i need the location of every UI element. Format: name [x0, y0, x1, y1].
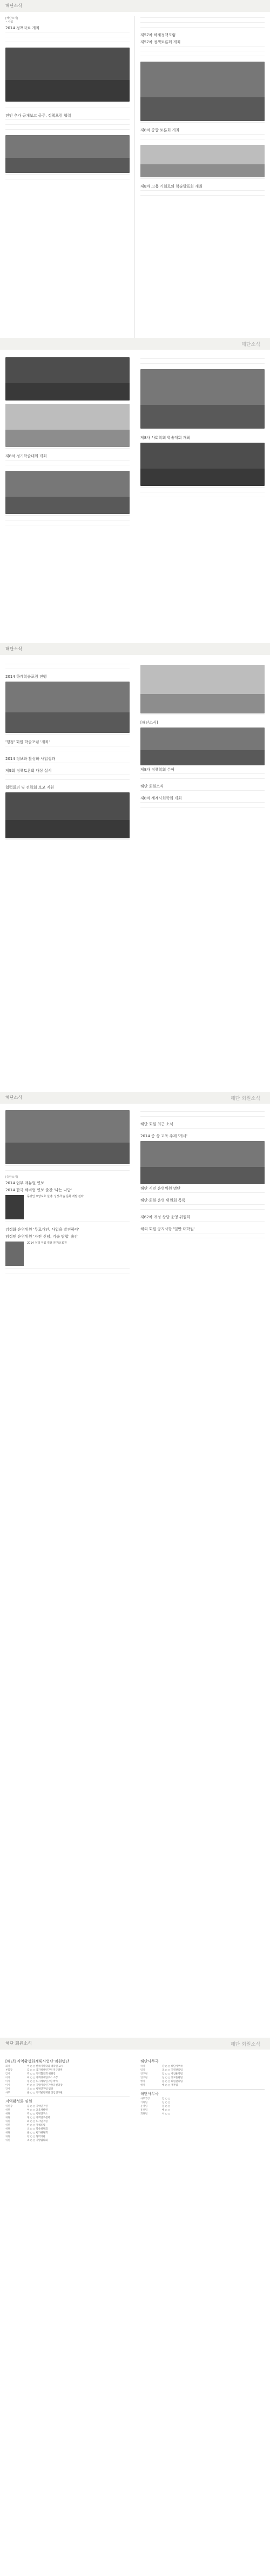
- list-item: [5, 2139, 130, 2143]
- section-label: 해단 회원소식: [5, 2041, 32, 2046]
- list-item-name: 서 ○ ○: [162, 2113, 171, 2115]
- list-item: [5, 2087, 130, 2091]
- list-item-name: 이 ○ ○ 교육개발원: [27, 2109, 48, 2112]
- list-item: [5, 2072, 130, 2076]
- kicker: [해단소식]: [5, 17, 18, 20]
- list-item-name: 오 ○ ○ 학술위원회: [27, 2128, 48, 2131]
- section-header: [0, 1092, 270, 1104]
- list-item-name: 김 ○ ○ 지역연구원: [27, 2105, 48, 2108]
- article-heading: 해단 시민 운영위원 명단: [140, 1186, 181, 1191]
- list-item-role: 부회장: [5, 2069, 13, 2072]
- section-label-right: 해단 회원소식: [230, 2042, 260, 2047]
- article-heading: 2014 중 상 교육 주제 '개시': [140, 1134, 187, 1138]
- column-right: [140, 2057, 265, 2143]
- article-heading: 제8차 고용 기회로의 학술발표회 개최: [140, 184, 202, 189]
- section-header: [0, 2038, 270, 2050]
- list-item-role: 운영팀: [140, 2105, 148, 2108]
- list-item: [140, 2084, 265, 2087]
- article-photo: [140, 62, 265, 121]
- list-item-role: 기획팀: [140, 2101, 148, 2104]
- list-item: [5, 2127, 130, 2131]
- article-heading: 2014 하계학술포럼 진행: [5, 675, 47, 679]
- book-title: 동양인 요양보호 설명: 성장·학습 문화 개발 전략: [27, 1195, 84, 1198]
- list-item-role: 사무: [5, 2092, 10, 2094]
- list-item: [140, 2101, 265, 2105]
- article-photo: [5, 48, 130, 102]
- list-item: [5, 2065, 130, 2068]
- article-heading: 제8차 세계사회학회 개최: [140, 796, 182, 800]
- list-item-name: 조 ○ ○ 기획관리팀: [162, 2069, 183, 2072]
- list-item-role: 위원: [5, 2109, 10, 2112]
- article-heading: 2014 정보화 활성화 사업성과: [5, 757, 56, 761]
- list-item-name: 강 ○ ○ 해단사무국: [162, 2065, 183, 2068]
- list-item: [5, 2076, 130, 2080]
- list-item-role: 팀장: [140, 2069, 145, 2072]
- article-photo: [140, 1141, 265, 1184]
- book-item: [5, 1195, 130, 1219]
- list-item: [5, 2131, 130, 2135]
- list-title: [해단] 지역활성화계획사업단 임원명단: [5, 2059, 70, 2064]
- list-item-name: 강 ○ ○ 협력기관: [27, 2135, 45, 2138]
- list-item: [5, 2135, 130, 2139]
- list-item-name: 신 ○ ○: [162, 2101, 171, 2104]
- list-item-role: 위원: [5, 2113, 10, 2115]
- list-item-name: 한 ○ ○ 정책포럼: [27, 2124, 45, 2127]
- list-item-role: 감사: [5, 2073, 10, 2076]
- section-label: 해단소식: [5, 1095, 22, 1100]
- list-item-name: 배 ○ ○ 재무팀: [162, 2084, 178, 2087]
- member-list: [140, 2097, 265, 2116]
- list-item: [5, 2084, 130, 2087]
- list-item-role: 홍보팀: [140, 2109, 148, 2112]
- article-heading: 제57차 정책토론회 개최: [140, 40, 181, 44]
- list-item-role: 위원: [5, 2117, 10, 2119]
- list-item-name: 한 ○ ○ 지방자치연구센터 센터장: [27, 2084, 63, 2087]
- article-heading: 전인 추가 공개보고 공주, 정책포럼 협력: [5, 114, 71, 118]
- list-item: [140, 2076, 265, 2080]
- article-photo: [140, 369, 265, 429]
- article-heading: 임정민 운영위원 '자전 신념, 기술 탐험' 출간: [5, 1234, 78, 1239]
- article-heading: 제62차 개정 상담 운영 위원회: [140, 1215, 191, 1219]
- column-left: [5, 2057, 130, 2143]
- list-item-name: 박 ○ ○ 지역협의회 위원장: [27, 2073, 56, 2076]
- article-heading: '행정' 회원 학술포럼 '개최': [5, 740, 50, 744]
- article-heading: 2014 업무 매뉴얼 연보: [5, 1181, 44, 1185]
- list-item: [5, 2112, 130, 2116]
- list-item-role: 위원장: [5, 2105, 13, 2108]
- list-title: 해단사무국: [140, 2059, 159, 2064]
- list-item-name: 윤 ○ ○ 평가위원회: [27, 2132, 48, 2134]
- list-item-name: 윤 ○ ○ 지역발전재단 선임연구원: [27, 2092, 63, 2094]
- list-item-name: 문 ○ ○: [162, 2105, 171, 2108]
- list-item: [5, 2091, 130, 2095]
- section-header: [0, 0, 270, 12]
- list-item-name: 문 ○ ○ 회원관리팀: [162, 2080, 183, 2083]
- list-title: 지역활성화 임원: [5, 2099, 32, 2104]
- list-item: [5, 2116, 130, 2120]
- list-item-role: 연구원: [140, 2077, 148, 2079]
- column-right: [140, 357, 265, 530]
- list-item: [5, 2105, 130, 2108]
- list-item: [140, 2108, 265, 2112]
- list-item-name: 임 ○ ○ 사업운영팀: [162, 2073, 183, 2076]
- section-header: [0, 338, 270, 350]
- member-list: [140, 2065, 265, 2087]
- list-item-role: 행정: [140, 2080, 145, 2083]
- section-label: 해단소식: [5, 3, 22, 8]
- list-item-name: 이 ○ ○ 한국지역학과 대학원 교수: [27, 2065, 64, 2068]
- article-heading: 제8차 사회학회 학술대회 개최: [140, 436, 191, 440]
- list-item-name: 신 ○ ○ 홍보출판팀: [162, 2077, 183, 2079]
- list-item-name: 김 ○ ○ 국가정책연구원 연구위원: [27, 2069, 63, 2072]
- list-item-name: 오 ○ ○ 행정연구팀 팀장: [27, 2088, 53, 2091]
- list-item-role: 간사: [5, 2088, 10, 2091]
- article-photo: [140, 443, 265, 486]
- section-header: [0, 643, 270, 655]
- member-list: [5, 2065, 130, 2095]
- list-item-name: 임 ○ ○: [162, 2098, 171, 2100]
- article-photo: [5, 135, 130, 173]
- article-heading: 제9회 정책토론회 대상 실시: [5, 769, 52, 773]
- kicker: [출판소식]: [5, 1176, 18, 1179]
- list-item: [5, 2108, 130, 2112]
- list-item: [140, 2065, 265, 2068]
- column-right: [140, 663, 265, 844]
- article-heading: 해단·회원·운영 위원회 목록: [140, 1198, 186, 1203]
- article-heading: 협력회의 및 전략회 보고 지원: [5, 785, 55, 790]
- article-photo: [140, 728, 265, 765]
- list-item: [140, 2097, 265, 2101]
- list-title: 해단사무국: [140, 2092, 159, 2096]
- member-list: [5, 2105, 130, 2143]
- list-item: [5, 2120, 130, 2124]
- list-item: [140, 2112, 265, 2116]
- list-item: [140, 2080, 265, 2084]
- section-label-right: 해단소식: [241, 342, 260, 348]
- column-right: [140, 16, 265, 200]
- list-item-role: 이사: [5, 2084, 10, 2087]
- list-item-role: 연구원: [140, 2073, 148, 2076]
- section-label: 해단소식: [5, 646, 22, 651]
- list-item-role: 위원: [5, 2135, 10, 2138]
- list-item-name: 조 ○ ○ 지방협의회: [27, 2139, 48, 2142]
- list-item-name: 최 ○ ○ 도시연구원: [27, 2120, 48, 2123]
- article-photo: [5, 792, 130, 838]
- column-left: [5, 663, 130, 844]
- article-photo: [5, 404, 130, 447]
- article-heading: 2014 한국 해비업 연보 출간 '나는 나답': [5, 1188, 72, 1192]
- list-item-role: 국장: [140, 2065, 145, 2068]
- list-item: [5, 2124, 130, 2127]
- list-item-role: 회장: [5, 2065, 10, 2068]
- article-heading: 해단 회원 최근 소식: [140, 1122, 173, 1126]
- column-left: [5, 16, 130, 200]
- list-item: [5, 2080, 130, 2084]
- article-photo: [140, 145, 265, 177]
- list-item-role: 사무국장: [140, 2098, 150, 2100]
- section-label-right: 해단 회원소식: [230, 1096, 260, 1102]
- book-cover: [5, 1195, 24, 1219]
- article-heading: 해외 회원 공지사항 '일반 대학원': [140, 1227, 195, 1231]
- list-item-role: 위원: [5, 2139, 10, 2142]
- list-item-role: 위원: [5, 2120, 10, 2123]
- list-item-role: 이사: [5, 2077, 10, 2079]
- list-item-role: 이사: [5, 2080, 10, 2083]
- book-item: [5, 1242, 130, 1266]
- list-item-role: 위원: [5, 2128, 10, 2131]
- list-item-role: 위원: [5, 2124, 10, 2127]
- article-heading: 김정화 운영위원 '무료개인, 사업을 발견하다': [5, 1227, 79, 1232]
- list-item-name: 정 ○ ○ 사회연구센터: [27, 2117, 50, 2119]
- article-heading: 2014 정책자료 개최: [5, 26, 39, 30]
- list-item-name: 정 ○ ○ 도시계획연구원 박사: [27, 2080, 58, 2083]
- article-photo: [5, 1110, 130, 1164]
- article-heading: 해단 회원소식: [140, 784, 164, 789]
- list-item-name: 최 ○ ○ 사회경제연구소 소장: [27, 2077, 58, 2079]
- article-heading: [해단소식]: [140, 720, 158, 725]
- book-cover: [5, 1242, 24, 1266]
- list-item-role: 행정: [140, 2084, 145, 2087]
- column-right: [140, 1110, 265, 1278]
- list-item: [140, 2068, 265, 2072]
- list-item-name: 박 ○ ○ 행정연구소: [27, 2113, 48, 2115]
- article-heading: 제57차 하계정책포럼: [140, 33, 176, 37]
- list-item: [140, 2072, 265, 2076]
- article-heading: 제8차 정책학회 수여: [140, 768, 174, 772]
- article-heading: 제8차 종합 토론회 개최: [140, 128, 179, 132]
- article-heading: 제8차 정기학술대회 개최: [5, 454, 47, 458]
- article-photo: [5, 471, 130, 514]
- list-item: [140, 2105, 265, 2108]
- column-left: [5, 357, 130, 530]
- book-title: 2014 정책 직업 개발 연구와 회원: [27, 1242, 67, 1245]
- list-item-role: 위원: [5, 2132, 10, 2134]
- column-left: [5, 1110, 130, 1278]
- subkicker: • 사업: [5, 21, 14, 24]
- article-photo: [140, 665, 265, 713]
- article-photo: [5, 357, 130, 401]
- article-photo: [5, 682, 130, 733]
- list-item: [5, 2068, 130, 2072]
- list-item-name: 배 ○ ○: [162, 2109, 171, 2112]
- list-item-role: 회원팀: [140, 2113, 148, 2115]
